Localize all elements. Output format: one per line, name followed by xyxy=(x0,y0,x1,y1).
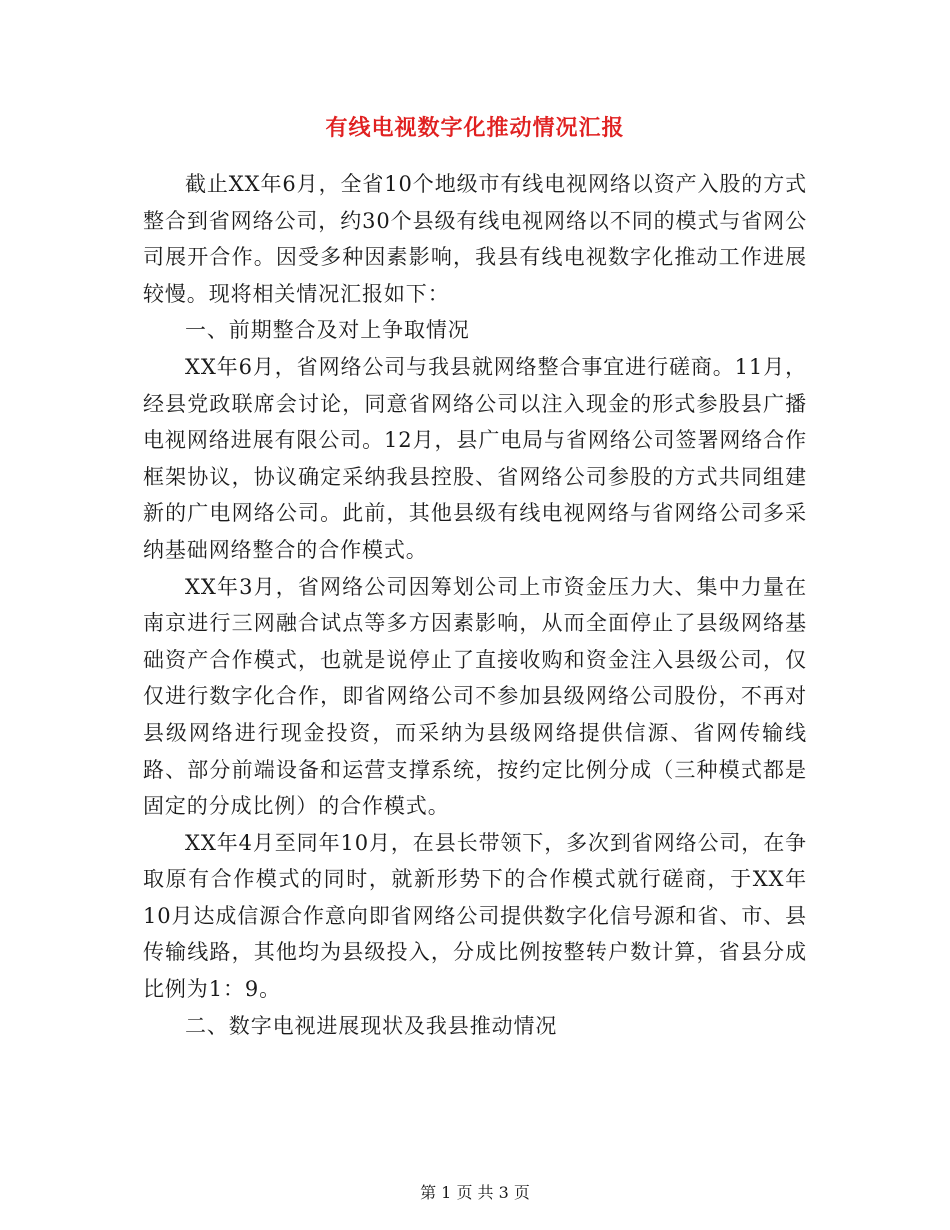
document-title: 有线电视数字化推动情况汇报 xyxy=(325,115,625,141)
section-heading-1: 一、前期整合及对上争取情况 xyxy=(185,318,470,343)
paragraph-integration: XX年6月，省网络公司与我县就网络整合事宜进行磋商。11月，经县党政联席会讨论，同意省网络公司以注入现金的形式参股县广播电视网络进展有限公司。12月，县广电局与省网络公司签署网络合作框架协议，协议确定采纳我县控股、省网络公司参股的方式共同组建新的广电网络公司。此前，其他县级有线电视网络与省网络公司多采纳基础网络整合的合作模式。 xyxy=(143,354,807,562)
paragraph-intro: 截止XX年6月，全省10个地级市有线电视网络以资产入股的方式整合到省网络公司，约30个县级有线电视网络以不同的模式与省网公司展开合作。因受多种因素影响，我县有线电视数字化推动工作进展较慢。现将相关情况汇报如下： xyxy=(143,172,807,306)
paragraph-negotiation: XX年4月至同年10月，在县长带领下，多次到省网络公司，在争取原有合作模式的同时，就新形势下的合作模式就行磋商，于XX年10月达成信源合作意向即省网络公司提供数字化信号源和省、市、县传输线路，其他均为县级投入，分成比例按整转户数计算，省县分成比例为1：9。 xyxy=(143,830,807,1002)
page-footer: 第 1 页 共 3 页 xyxy=(420,1183,530,1202)
section-heading-2: 二、数字电视进展现状及我县推动情况 xyxy=(185,1013,558,1038)
document-body xyxy=(143,166,807,1044)
paragraph-policy-change: XX年3月，省网络公司因筹划公司上市资金压力大、集中力量在南京进行三网融合试点等多方因素影响，从而全面停止了县级网络基础资产合作模式，也就是说停止了直接收购和资金注入县级公司，仅仅进行数字化合作，即省网络公司不参加县级网络公司股份，不再对县级网络进行现金投资，而采纳为县级网络提供信源、省网传输线路、部分前端设备和运营支撑系统，按约定比例分成（三种模式都是固定的分成比例）的合作模式。 xyxy=(143,574,807,819)
